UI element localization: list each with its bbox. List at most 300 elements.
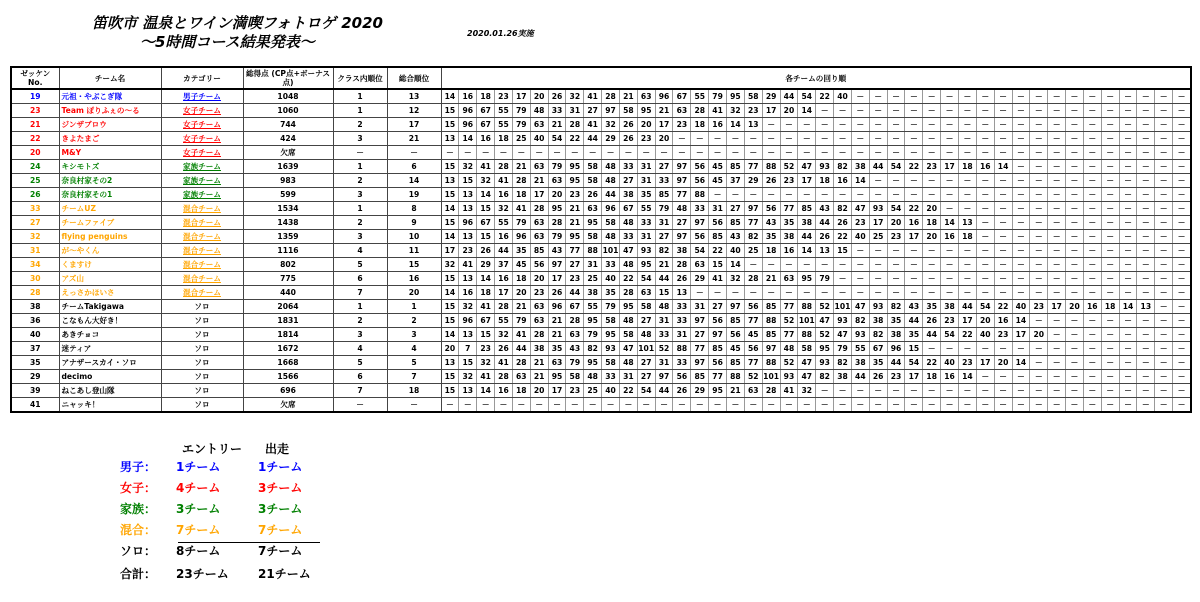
route-checkpoint-cell: －	[887, 104, 905, 118]
route-checkpoint-cell: －	[905, 272, 923, 286]
route-checkpoint-cell: －	[869, 132, 887, 146]
route-checkpoint-cell: －	[798, 398, 816, 413]
route-checkpoint-cell: 44	[655, 272, 673, 286]
route-checkpoint-cell: 32	[566, 89, 584, 104]
route-checkpoint-cell: 23	[495, 89, 513, 104]
route-checkpoint-cell: 32	[495, 328, 513, 342]
overall-rank-cell: 5	[387, 356, 441, 370]
team-name-cell: チームファイブ	[59, 216, 161, 230]
route-checkpoint-cell: 48	[619, 216, 637, 230]
table-row	[11, 272, 1191, 286]
route-checkpoint-cell: －	[1012, 230, 1030, 244]
points-cell: 1438	[243, 216, 333, 230]
route-checkpoint-cell: －	[780, 258, 798, 272]
route-checkpoint-cell: －	[762, 398, 780, 413]
route-checkpoint-cell: 54	[976, 300, 994, 314]
route-checkpoint-cell: －	[1048, 258, 1066, 272]
summary-start-count: 7チーム	[258, 544, 303, 558]
team-name-cell: 奈良村家その2	[59, 174, 161, 188]
route-checkpoint-cell: －	[1030, 286, 1048, 300]
route-checkpoint-cell: －	[744, 258, 762, 272]
route-checkpoint-cell: 25	[869, 230, 887, 244]
route-checkpoint-cell: 58	[619, 104, 637, 118]
route-checkpoint-cell: －	[976, 272, 994, 286]
route-checkpoint-cell: 18	[958, 160, 976, 174]
route-checkpoint-cell: 67	[477, 314, 495, 328]
route-checkpoint-cell: 97	[655, 370, 673, 384]
route-checkpoint-cell: －	[691, 286, 709, 300]
route-checkpoint-cell: －	[941, 174, 959, 188]
route-checkpoint-cell: －	[1066, 216, 1084, 230]
summary-divider	[178, 542, 320, 543]
route-checkpoint-cell: －	[1173, 202, 1191, 216]
route-checkpoint-cell: 55	[495, 314, 513, 328]
route-checkpoint-cell: 48	[584, 370, 602, 384]
route-checkpoint-cell: 96	[459, 314, 477, 328]
route-checkpoint-cell: 58	[566, 370, 584, 384]
route-checkpoint-cell: －	[834, 384, 852, 398]
route-checkpoint-cell: －	[1155, 89, 1173, 104]
route-checkpoint-cell: 18	[923, 370, 941, 384]
route-checkpoint-cell: －	[1066, 370, 1084, 384]
route-checkpoint-cell: －	[744, 146, 762, 160]
route-checkpoint-cell: 15	[441, 160, 459, 174]
route-checkpoint-cell: －	[994, 286, 1012, 300]
route-checkpoint-cell: 32	[477, 174, 495, 188]
route-checkpoint-cell: －	[1155, 314, 1173, 328]
route-checkpoint-cell: 41	[709, 104, 727, 118]
team-name-cell: くますけ	[59, 258, 161, 272]
bib-cell: 21	[11, 118, 59, 132]
route-checkpoint-cell: －	[744, 398, 762, 413]
route-checkpoint-cell: 40	[602, 384, 620, 398]
class-rank-cell: 3	[333, 230, 387, 244]
category-cell: ソロ	[161, 384, 243, 398]
route-checkpoint-cell: －	[887, 258, 905, 272]
summary-row	[120, 521, 330, 541]
route-checkpoint-cell: 13	[459, 328, 477, 342]
route-checkpoint-cell: 20	[548, 188, 566, 202]
route-checkpoint-cell: 96	[602, 202, 620, 216]
route-checkpoint-cell: －	[1066, 132, 1084, 146]
route-checkpoint-cell: 20	[530, 272, 548, 286]
route-checkpoint-cell: －	[548, 146, 566, 160]
route-checkpoint-cell: 38	[834, 370, 852, 384]
route-checkpoint-cell: 23	[941, 314, 959, 328]
route-checkpoint-cell: 63	[530, 118, 548, 132]
class-rank-cell: －	[333, 146, 387, 160]
route-checkpoint-cell: 25	[512, 132, 530, 146]
route-checkpoint-cell: 41	[584, 89, 602, 104]
route-checkpoint-cell: 20	[1066, 300, 1084, 314]
route-checkpoint-cell: 67	[566, 300, 584, 314]
category-cell: 女子チーム	[161, 118, 243, 132]
route-checkpoint-cell: 16	[780, 244, 798, 258]
points-cell: 2064	[243, 300, 333, 314]
bib-cell: 20	[11, 146, 59, 160]
route-checkpoint-cell: 58	[602, 216, 620, 230]
class-rank-cell: 2	[333, 118, 387, 132]
route-checkpoint-cell: 44	[887, 356, 905, 370]
route-checkpoint-cell: －	[762, 286, 780, 300]
route-checkpoint-cell: 101	[637, 342, 655, 356]
route-checkpoint-cell: －	[709, 132, 727, 146]
route-checkpoint-cell: －	[834, 118, 852, 132]
route-checkpoint-cell: 85	[709, 230, 727, 244]
route-checkpoint-cell: －	[1119, 286, 1137, 300]
route-checkpoint-cell: 63	[566, 328, 584, 342]
table-row	[11, 146, 1191, 160]
route-checkpoint-cell: 14	[958, 370, 976, 384]
route-checkpoint-cell: －	[851, 188, 869, 202]
route-checkpoint-cell: 79	[512, 118, 530, 132]
route-checkpoint-cell: 48	[655, 300, 673, 314]
route-checkpoint-cell: －	[976, 370, 994, 384]
bib-cell: 33	[11, 202, 59, 216]
route-checkpoint-cell: 14	[1012, 314, 1030, 328]
route-checkpoint-cell: －	[709, 398, 727, 413]
route-checkpoint-cell: 40	[1012, 300, 1030, 314]
header-overall-rank: 総合順位	[387, 67, 441, 89]
route-checkpoint-cell: 95	[637, 258, 655, 272]
route-checkpoint-cell: －	[1083, 314, 1101, 328]
route-checkpoint-cell: －	[1119, 216, 1137, 230]
route-checkpoint-cell: 26	[548, 89, 566, 104]
route-checkpoint-cell: －	[905, 188, 923, 202]
route-checkpoint-cell: 20	[637, 118, 655, 132]
route-checkpoint-cell: 67	[619, 202, 637, 216]
route-checkpoint-cell: 88	[798, 300, 816, 314]
route-checkpoint-cell: 55	[495, 118, 513, 132]
route-checkpoint-cell: －	[1173, 384, 1191, 398]
route-checkpoint-cell: 93	[816, 356, 834, 370]
route-checkpoint-cell: 27	[637, 314, 655, 328]
route-checkpoint-cell: －	[1173, 160, 1191, 174]
route-checkpoint-cell: －	[798, 286, 816, 300]
category-cell: ソロ	[161, 342, 243, 356]
route-checkpoint-cell: －	[727, 146, 745, 160]
route-checkpoint-cell: －	[619, 146, 637, 160]
route-checkpoint-cell: －	[744, 132, 762, 146]
route-checkpoint-cell: 93	[780, 370, 798, 384]
route-checkpoint-cell: －	[941, 89, 959, 104]
category-cell: ソロ	[161, 398, 243, 413]
route-checkpoint-cell: 15	[459, 174, 477, 188]
route-checkpoint-cell: －	[941, 188, 959, 202]
route-checkpoint-cell: 18	[512, 384, 530, 398]
category-cell: 混合チーム	[161, 230, 243, 244]
route-checkpoint-cell: －	[958, 104, 976, 118]
route-checkpoint-cell: －	[1137, 342, 1155, 356]
route-checkpoint-cell: －	[1030, 356, 1048, 370]
route-checkpoint-cell: 77	[744, 356, 762, 370]
route-checkpoint-cell: －	[1155, 286, 1173, 300]
route-checkpoint-cell: 77	[780, 202, 798, 216]
route-checkpoint-cell: 44	[905, 314, 923, 328]
route-checkpoint-cell: 52	[816, 328, 834, 342]
route-checkpoint-cell: 18	[495, 132, 513, 146]
route-checkpoint-cell: －	[727, 132, 745, 146]
route-checkpoint-cell: －	[905, 398, 923, 413]
route-checkpoint-cell: 32	[495, 202, 513, 216]
route-checkpoint-cell: 31	[655, 356, 673, 370]
route-checkpoint-cell: 27	[727, 202, 745, 216]
bib-cell: 28	[11, 286, 59, 300]
points-cell: 1668	[243, 356, 333, 370]
overall-rank-cell: 18	[387, 384, 441, 398]
route-checkpoint-cell: 48	[619, 314, 637, 328]
route-checkpoint-cell: 93	[869, 300, 887, 314]
route-checkpoint-cell: 97	[762, 342, 780, 356]
route-checkpoint-cell: 16	[905, 216, 923, 230]
route-checkpoint-cell: 52	[655, 342, 673, 356]
class-rank-cell: 6	[333, 370, 387, 384]
route-checkpoint-cell: －	[976, 398, 994, 413]
route-checkpoint-cell: 41	[512, 328, 530, 342]
route-checkpoint-cell: 20	[1030, 328, 1048, 342]
route-checkpoint-cell: －	[1173, 370, 1191, 384]
route-checkpoint-cell: －	[1101, 384, 1119, 398]
route-checkpoint-cell: －	[727, 286, 745, 300]
route-checkpoint-cell: 14	[798, 104, 816, 118]
route-checkpoint-cell: －	[1155, 300, 1173, 314]
route-checkpoint-cell: 41	[477, 370, 495, 384]
route-checkpoint-cell: 16	[1083, 300, 1101, 314]
route-checkpoint-cell: 29	[744, 174, 762, 188]
route-checkpoint-cell: －	[958, 258, 976, 272]
route-checkpoint-cell: －	[744, 188, 762, 202]
route-checkpoint-cell: －	[976, 188, 994, 202]
route-checkpoint-cell: 56	[709, 216, 727, 230]
route-checkpoint-cell: 41	[495, 356, 513, 370]
route-checkpoint-cell: －	[905, 104, 923, 118]
table-row	[11, 286, 1191, 300]
table-row	[11, 370, 1191, 384]
category-cell: 女子チーム	[161, 132, 243, 146]
route-checkpoint-cell: 93	[816, 160, 834, 174]
route-checkpoint-cell: 26	[673, 272, 691, 286]
route-checkpoint-cell: 15	[709, 258, 727, 272]
route-checkpoint-cell: －	[1066, 398, 1084, 413]
route-checkpoint-cell: －	[1012, 174, 1030, 188]
route-checkpoint-cell: 97	[602, 104, 620, 118]
route-checkpoint-cell: －	[1155, 384, 1173, 398]
route-checkpoint-cell: －	[1155, 272, 1173, 286]
table-row	[11, 230, 1191, 244]
category-cell: 混合チーム	[161, 286, 243, 300]
route-checkpoint-cell: 23	[673, 118, 691, 132]
route-checkpoint-cell: －	[905, 244, 923, 258]
route-checkpoint-cell: －	[1101, 188, 1119, 202]
route-checkpoint-cell: 20	[655, 132, 673, 146]
route-checkpoint-cell: －	[566, 398, 584, 413]
overall-rank-cell: 17	[387, 118, 441, 132]
route-checkpoint-cell: 15	[441, 314, 459, 328]
route-checkpoint-cell: －	[477, 398, 495, 413]
route-checkpoint-cell: －	[976, 384, 994, 398]
route-checkpoint-cell: 33	[673, 314, 691, 328]
route-checkpoint-cell: 63	[780, 272, 798, 286]
table-row	[11, 132, 1191, 146]
route-checkpoint-cell: －	[1012, 132, 1030, 146]
route-checkpoint-cell: 33	[655, 174, 673, 188]
route-checkpoint-cell: 77	[709, 370, 727, 384]
route-checkpoint-cell: －	[976, 286, 994, 300]
route-checkpoint-cell: 26	[584, 188, 602, 202]
route-checkpoint-cell: 63	[530, 230, 548, 244]
route-checkpoint-cell: 77	[566, 244, 584, 258]
route-checkpoint-cell: －	[887, 146, 905, 160]
route-checkpoint-cell: 38	[780, 230, 798, 244]
route-checkpoint-cell: －	[1030, 244, 1048, 258]
route-checkpoint-cell: －	[1012, 398, 1030, 413]
route-checkpoint-cell: 15	[441, 104, 459, 118]
points-cell: 775	[243, 272, 333, 286]
route-checkpoint-cell: 82	[834, 202, 852, 216]
route-checkpoint-cell: 14	[851, 174, 869, 188]
route-checkpoint-cell: 27	[709, 300, 727, 314]
class-rank-cell: 2	[333, 174, 387, 188]
route-checkpoint-cell: 28	[530, 202, 548, 216]
route-checkpoint-cell: 21	[655, 104, 673, 118]
route-checkpoint-cell: －	[1173, 286, 1191, 300]
overall-rank-cell: 13	[387, 89, 441, 104]
route-checkpoint-cell: －	[923, 272, 941, 286]
route-checkpoint-cell: 48	[602, 160, 620, 174]
route-checkpoint-cell: －	[1083, 286, 1101, 300]
route-checkpoint-cell: 31	[709, 202, 727, 216]
route-checkpoint-cell: 63	[584, 202, 602, 216]
route-checkpoint-cell: 77	[744, 160, 762, 174]
route-checkpoint-cell: 13	[441, 174, 459, 188]
route-checkpoint-cell: 23	[744, 104, 762, 118]
overall-rank-cell: 2	[387, 314, 441, 328]
route-checkpoint-cell: 18	[816, 174, 834, 188]
route-checkpoint-cell: －	[1012, 370, 1030, 384]
summary-entry-count: 3チーム	[176, 502, 221, 516]
route-checkpoint-cell: 95	[548, 370, 566, 384]
route-checkpoint-cell: 26	[834, 216, 852, 230]
route-checkpoint-cell: 23	[994, 328, 1012, 342]
route-checkpoint-cell: 17	[548, 384, 566, 398]
route-checkpoint-cell: －	[851, 258, 869, 272]
route-checkpoint-cell: 20	[780, 104, 798, 118]
route-checkpoint-cell: －	[923, 146, 941, 160]
route-checkpoint-cell: －	[1012, 146, 1030, 160]
route-checkpoint-cell: －	[851, 244, 869, 258]
route-checkpoint-cell: －	[1012, 384, 1030, 398]
route-checkpoint-cell: 32	[459, 160, 477, 174]
route-checkpoint-cell: 43	[727, 230, 745, 244]
route-checkpoint-cell: －	[941, 202, 959, 216]
route-checkpoint-cell: －	[958, 286, 976, 300]
points-cell: 440	[243, 286, 333, 300]
route-checkpoint-cell: 48	[530, 104, 548, 118]
route-checkpoint-cell: 29	[691, 272, 709, 286]
route-checkpoint-cell: －	[1012, 89, 1030, 104]
route-checkpoint-cell: 17	[869, 216, 887, 230]
route-checkpoint-cell: －	[869, 146, 887, 160]
route-checkpoint-cell: 95	[727, 89, 745, 104]
points-cell: 欠席	[243, 146, 333, 160]
route-checkpoint-cell: －	[1155, 244, 1173, 258]
route-checkpoint-cell: 14	[477, 384, 495, 398]
route-checkpoint-cell: －	[1030, 342, 1048, 356]
route-checkpoint-cell: 22	[619, 272, 637, 286]
route-checkpoint-cell: 23	[477, 342, 495, 356]
route-checkpoint-cell: －	[869, 286, 887, 300]
route-checkpoint-cell: 63	[691, 258, 709, 272]
route-checkpoint-cell: 16	[941, 230, 959, 244]
route-checkpoint-cell: －	[1012, 202, 1030, 216]
route-checkpoint-cell: 35	[512, 244, 530, 258]
route-checkpoint-cell: －	[441, 146, 459, 160]
route-checkpoint-cell: 38	[673, 244, 691, 258]
bib-cell: 23	[11, 104, 59, 118]
route-checkpoint-cell: 32	[441, 258, 459, 272]
route-checkpoint-cell: 82	[851, 314, 869, 328]
route-checkpoint-cell: －	[1030, 216, 1048, 230]
class-rank-cell: 5	[333, 356, 387, 370]
class-rank-cell: 2	[333, 314, 387, 328]
route-checkpoint-cell: 58	[602, 314, 620, 328]
route-checkpoint-cell: －	[941, 342, 959, 356]
route-checkpoint-cell: －	[869, 104, 887, 118]
route-checkpoint-cell: －	[851, 272, 869, 286]
route-checkpoint-cell: －	[1137, 272, 1155, 286]
route-checkpoint-cell: 28	[512, 356, 530, 370]
route-checkpoint-cell: －	[976, 230, 994, 244]
route-checkpoint-cell: －	[1119, 104, 1137, 118]
overall-rank-cell: 7	[387, 370, 441, 384]
route-checkpoint-cell: 38	[869, 314, 887, 328]
bib-cell: 22	[11, 132, 59, 146]
points-cell: 424	[243, 132, 333, 146]
route-checkpoint-cell: －	[1137, 89, 1155, 104]
route-checkpoint-cell: －	[1155, 398, 1173, 413]
route-checkpoint-cell: 14	[441, 230, 459, 244]
route-checkpoint-cell: －	[1173, 132, 1191, 146]
route-checkpoint-cell: －	[1083, 160, 1101, 174]
route-checkpoint-cell: －	[1066, 384, 1084, 398]
route-checkpoint-cell: －	[798, 146, 816, 160]
route-checkpoint-cell: 82	[655, 244, 673, 258]
route-checkpoint-cell: －	[834, 258, 852, 272]
category-cell: 女子チーム	[161, 146, 243, 160]
route-checkpoint-cell: －	[994, 89, 1012, 104]
route-checkpoint-cell: 54	[887, 160, 905, 174]
route-checkpoint-cell: －	[780, 118, 798, 132]
route-checkpoint-cell: 48	[637, 328, 655, 342]
route-checkpoint-cell: 95	[566, 160, 584, 174]
route-checkpoint-cell: －	[1119, 356, 1137, 370]
route-checkpoint-cell: 18	[691, 118, 709, 132]
route-checkpoint-cell: －	[780, 188, 798, 202]
route-checkpoint-cell: 63	[548, 174, 566, 188]
overall-rank-cell: 12	[387, 104, 441, 118]
route-checkpoint-cell: －	[1030, 118, 1048, 132]
route-checkpoint-cell: 26	[762, 174, 780, 188]
points-cell: 1116	[243, 244, 333, 258]
route-checkpoint-cell: 27	[637, 370, 655, 384]
route-checkpoint-cell: －	[816, 118, 834, 132]
route-checkpoint-cell: 17	[798, 174, 816, 188]
route-checkpoint-cell: 20	[923, 230, 941, 244]
route-checkpoint-cell: 21	[619, 89, 637, 104]
route-checkpoint-cell: 38	[851, 356, 869, 370]
route-checkpoint-cell: 23	[566, 272, 584, 286]
route-checkpoint-cell: －	[958, 174, 976, 188]
